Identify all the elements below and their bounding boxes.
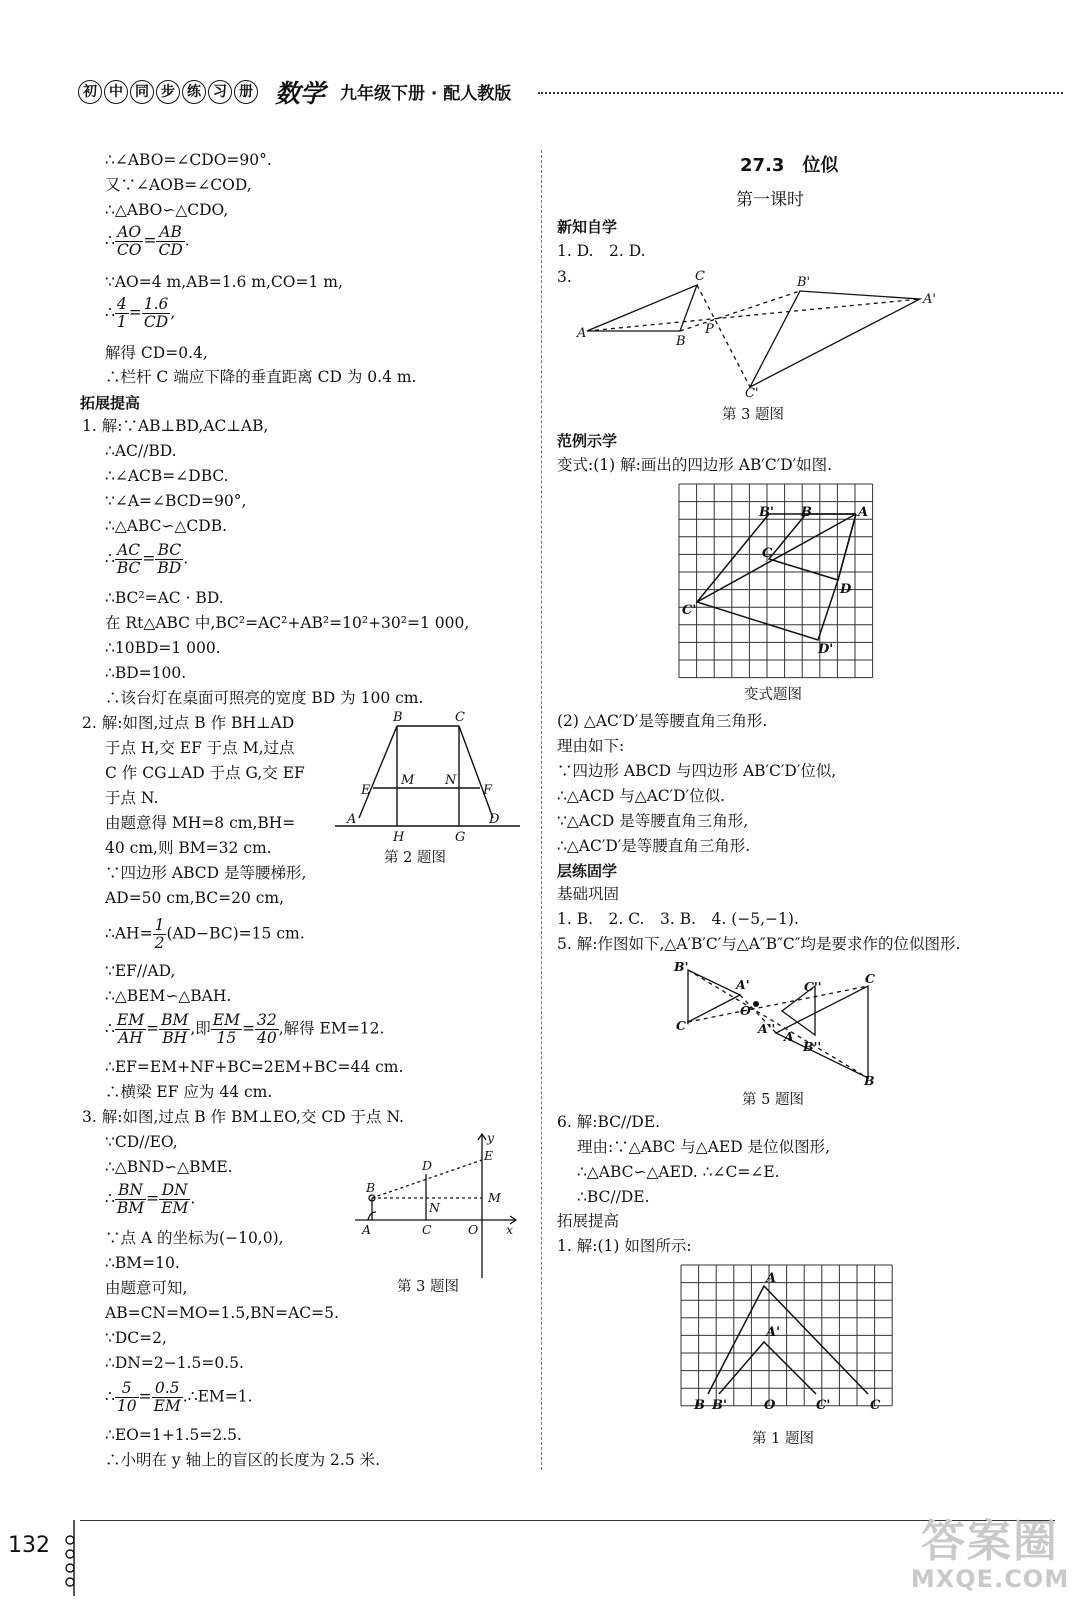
column-divider	[541, 150, 542, 1470]
text-line: ∵DC=2,	[105, 1329, 167, 1347]
text-line: 由题意可知,	[105, 1279, 188, 1297]
point-label: A	[784, 1029, 794, 1044]
figure-caption: 第 3 题图	[722, 407, 784, 423]
fraction-equation	[105, 224, 190, 259]
fraction	[152, 1380, 183, 1415]
denominator: CO	[116, 241, 142, 259]
eq-suffix: .	[184, 231, 190, 250]
text-line: ∴BC//DE.	[577, 1188, 650, 1206]
denominator: 15	[216, 1029, 237, 1047]
fraction	[155, 542, 183, 577]
text-line: AD=50 cm,BC=20 cm,	[105, 889, 285, 907]
equals: =	[138, 1387, 152, 1406]
point-label: C''	[804, 979, 822, 994]
figure-caption: 第 1 题图	[752, 1431, 814, 1447]
equals: =	[142, 549, 156, 568]
point-label: N	[429, 1200, 440, 1215]
fraction	[159, 1182, 190, 1217]
point-label: B	[676, 334, 686, 349]
text-line: 1. D. 2. D.	[557, 242, 646, 260]
fraction	[142, 296, 171, 331]
eq-suffix: ,解得 EM=12.	[278, 1019, 385, 1038]
text-line: ∴∠ABO=∠CDO=90°.	[105, 151, 272, 169]
series-char: 步	[156, 80, 180, 104]
equals: =	[146, 1189, 160, 1208]
numerator: BN	[115, 1182, 146, 1200]
text-line: 变式:(1) 解:画出的四边形 AB′C′D′如图.	[557, 456, 833, 474]
series-char: 同	[130, 80, 154, 104]
series-char: 习	[208, 80, 232, 104]
text-line: 于点 H,交 EF 于点 M,过点	[105, 739, 295, 757]
text-line: 1. 解:∵AB⊥BD,AC⊥AB,	[82, 417, 269, 435]
text-line: 5. 解:作图如下,△A′B′C′与△A″B″C″均是要求作的位似图形.	[557, 935, 961, 953]
text-line: ∴BD=100.	[105, 664, 187, 682]
figure-3-coordinate	[350, 1130, 525, 1280]
page-number: 132	[8, 1533, 50, 1558]
point-label: A'	[923, 292, 936, 307]
text-line: 理由:∵△ABC 与△AED 是位似图形,	[577, 1138, 831, 1156]
point-label: P	[705, 322, 714, 337]
point-label: A'	[736, 977, 750, 992]
text-line: ∵△ACD 是等腰直角三角形,	[557, 812, 749, 830]
point-label: A	[362, 1222, 372, 1237]
fraction-equation	[105, 1380, 253, 1415]
figure-caption: 第 5 题图	[742, 1092, 804, 1108]
denominator: 40	[256, 1029, 277, 1047]
point-label: D	[840, 582, 852, 597]
point-label: H	[393, 830, 405, 843]
fraction-equation	[105, 917, 305, 952]
text-line: ∵四边形 ABCD 是等腰梯形,	[105, 864, 307, 882]
numerator: 4	[116, 295, 127, 313]
text-line: ∵AO=4 m,AB=1.6 m,CO=1 m,	[105, 273, 343, 291]
point-label: B'	[797, 275, 811, 290]
numerator: 1	[154, 916, 165, 934]
text-line: ∴△ABC∽△CDB.	[105, 517, 228, 535]
equals: =	[241, 1019, 255, 1038]
text-line: ∵∠A=∠BCD=90°,	[105, 492, 247, 510]
header-dotted-rule	[538, 92, 1063, 94]
point-label: C'	[682, 603, 697, 618]
series-char: 册	[234, 80, 258, 104]
denominator: BD	[157, 559, 182, 577]
figure-2-trapezoid	[335, 708, 530, 843]
text-line: ∴△BND∽△BME.	[105, 1158, 233, 1176]
fraction	[159, 1012, 190, 1047]
denominator: BM	[116, 1199, 145, 1217]
eq-prefix: ∴	[105, 549, 115, 568]
section-heading: 层练固学	[557, 862, 618, 880]
page-header	[68, 76, 1068, 108]
point-label: A''	[758, 1021, 776, 1036]
eq-prefix: ∴	[105, 1387, 115, 1406]
point-label: B	[366, 1180, 376, 1195]
eq-prefix: ∴	[105, 303, 115, 322]
series-char: 中	[104, 80, 128, 104]
section-heading: 拓展提高	[80, 394, 141, 412]
text-line: ∴△ACD 与△AC′D′位似.	[557, 787, 726, 805]
numerator: EM	[212, 1011, 240, 1029]
figure-caption: 第 2 题图	[384, 850, 446, 866]
point-label: C	[455, 710, 465, 725]
denominator: EM	[161, 1199, 189, 1217]
eq-middle: ,即	[190, 1019, 211, 1038]
numerator: DN	[159, 1182, 190, 1200]
point-label: A'	[766, 1325, 781, 1340]
series-char: 初	[78, 80, 102, 104]
axis-label: x	[506, 1222, 514, 1237]
point-label: D	[489, 812, 500, 827]
figure-variant-grid	[675, 480, 880, 680]
eq-prefix: ∴	[105, 1189, 115, 1208]
fraction-equation	[105, 1182, 195, 1217]
point-label: F	[483, 783, 493, 798]
section-title: 27.3 位似	[740, 155, 839, 176]
eq-prefix: ∴AH=	[105, 924, 153, 943]
text-line: ∴△ABO∽△CDO,	[105, 201, 229, 219]
text-line: 1. 解:(1) 如图所示:	[557, 1237, 692, 1255]
text-line: 解得 CD=0.4,	[105, 344, 208, 362]
text-line: ∴EO=1+1.5=2.5.	[105, 1426, 242, 1444]
text-line: ∵四边形 ABCD 与四边形 AB′C′D′位似,	[557, 762, 837, 780]
fraction	[115, 542, 143, 577]
equals: =	[143, 231, 157, 250]
figure-1-grid	[678, 1262, 898, 1422]
fraction	[115, 296, 129, 331]
point-label: B'	[712, 1398, 727, 1413]
eq-suffix: (AD−BC)=15 cm.	[166, 924, 305, 943]
numerator: AB	[156, 224, 184, 242]
fraction	[115, 224, 144, 259]
point-label: A	[858, 505, 869, 520]
text-line: 由题意得 MH=8 cm,BH=	[105, 814, 296, 832]
numerator: 32	[256, 1011, 277, 1029]
numerator: EM	[116, 1011, 145, 1029]
text-line: 于点 N.	[105, 789, 159, 807]
text-line: C 作 CG⊥AD 于点 G,交 EF	[105, 764, 305, 782]
text-line: ∴△ABC∽△AED. ∴∠C=∠E.	[577, 1163, 780, 1181]
figure-caption: 第 3 题图	[397, 1279, 459, 1295]
fraction-equation	[105, 542, 188, 577]
denominator: BH	[162, 1029, 188, 1047]
denominator: CD	[158, 241, 183, 259]
text-line: 1. B. 2. C. 3. B. 4. (−5,−1).	[557, 910, 799, 928]
denominator: 1	[116, 313, 127, 331]
text-line: ∴10BD=1 000.	[105, 639, 221, 657]
text-line: ∴AC//BD.	[105, 442, 177, 460]
point-label: G	[455, 830, 466, 843]
denominator: 2	[154, 934, 165, 952]
eq-prefix: ∴	[105, 1019, 115, 1038]
text-line: ∴△BEM∽△BAH.	[105, 987, 232, 1005]
subject-title: 数学	[275, 79, 326, 108]
watermark-url: MXQE.COM	[910, 1565, 1070, 1593]
text-line: 40 cm,则 BM=32 cm.	[105, 839, 272, 857]
point-label: C	[695, 269, 705, 284]
point-label: C'	[676, 1018, 690, 1033]
section-heading: 范例示学	[557, 432, 618, 450]
point-label: B	[694, 1398, 705, 1413]
denominator: 10	[116, 1397, 137, 1415]
point-label: D	[422, 1158, 433, 1173]
text-line: ∴∠ACB=∠DBC.	[105, 467, 229, 485]
fraction-equation	[105, 1012, 384, 1047]
point-label: B'	[674, 959, 689, 974]
point-label: C	[762, 546, 773, 561]
numerator: 1.6	[143, 295, 169, 313]
series-char: 练	[182, 80, 206, 104]
text-line: ∴BM=10.	[105, 1254, 180, 1272]
eq-suffix: .∴EM=1.	[182, 1387, 253, 1406]
fraction	[115, 1182, 146, 1217]
point-label: O	[740, 1003, 751, 1018]
text-line: ∴EF=EM+NF+BC=2EM+BC=44 cm.	[105, 1058, 404, 1076]
fraction	[153, 917, 167, 952]
text-line: 理由如下:	[557, 737, 625, 755]
text-line: 又∵∠AOB=∠COD,	[105, 176, 252, 194]
text-line: ∴横梁 EF 应为 44 cm.	[105, 1083, 273, 1101]
lesson-title: 第一课时	[736, 190, 804, 210]
axis-label: y	[487, 1130, 495, 1145]
text-line: 3.	[557, 268, 572, 286]
denominator: CD	[143, 313, 169, 331]
text-line: ∴该台灯在桌面可照亮的宽度 BD 为 100 cm.	[105, 689, 424, 707]
point-label: C'	[745, 386, 759, 400]
numerator: 5	[115, 1380, 139, 1398]
text-line: ∴DN=2−1.5=0.5.	[105, 1354, 244, 1372]
text-line: ∴△AC′D′是等腰直角三角形.	[557, 837, 751, 855]
point-label: C'	[816, 1398, 831, 1413]
fraction	[211, 1012, 242, 1047]
figure-q3-homothety	[575, 265, 955, 400]
fraction	[115, 1012, 146, 1047]
text-line: ∵点 A 的坐标为(−10,0),	[105, 1229, 284, 1247]
fraction	[255, 1012, 279, 1047]
text-line: (2) △AC′D′是等腰直角三角形.	[557, 712, 768, 730]
eq-suffix: .	[190, 1189, 196, 1208]
point-label: B''	[803, 1039, 822, 1054]
eq-prefix: ∴	[105, 231, 115, 250]
text-line: ∵CD//EO,	[105, 1133, 178, 1151]
point-label: E	[484, 1148, 494, 1163]
text-line: AB=CN=MO=1.5,BN=AC=5.	[105, 1304, 339, 1322]
point-label: E	[361, 783, 371, 798]
section-heading: 新知自学	[557, 218, 618, 236]
series-title	[78, 80, 258, 104]
text-line: 在 Rt△ABC 中,BC²=AC²+AB²=10²+30²=1 000,	[105, 614, 470, 632]
point-label: B	[393, 710, 403, 725]
fraction	[156, 224, 184, 259]
denominator: AH	[118, 1029, 143, 1047]
numerator: BM	[161, 1011, 189, 1029]
fraction	[115, 1380, 139, 1415]
fraction-equation	[105, 296, 175, 331]
text-line: ∴小明在 y 轴上的盲区的长度为 2.5 米.	[105, 1451, 381, 1469]
point-label: B	[864, 1073, 875, 1088]
grade-edition: 九年级下册 · 配人教版	[340, 84, 512, 104]
subsection-heading: 基础巩固	[557, 885, 620, 903]
numerator: BC	[155, 542, 183, 560]
point-label: M	[401, 773, 415, 788]
point-label: O	[468, 1222, 479, 1237]
numerator: AC	[115, 542, 143, 560]
equals: =	[128, 303, 142, 322]
text-line: ∴栏杆 C 端应下降的垂直距离 CD 为 0.4 m.	[105, 368, 417, 386]
watermark-logo-text: 答案圈	[921, 1516, 1059, 1567]
figure-5-homothety	[670, 955, 890, 1090]
watermark	[900, 1505, 1080, 1593]
text-line: 3. 解:如图,过点 B 作 BM⊥EO,交 CD 于点 N.	[82, 1108, 404, 1126]
point-label: A	[577, 326, 587, 341]
point-label: A	[766, 1271, 777, 1286]
point-label: A	[347, 812, 357, 827]
eq-suffix: ,	[170, 303, 176, 322]
point-label: C	[870, 1398, 881, 1413]
numerator: AO	[115, 224, 144, 242]
numerator: 0.5	[152, 1380, 183, 1398]
text-line: 2. 解:如图,过点 B 作 BH⊥AD	[82, 714, 295, 732]
figure-caption: 变式题图	[744, 687, 802, 703]
text-line: 6. 解:BC//DE.	[557, 1113, 661, 1131]
denominator: BC	[116, 559, 141, 577]
denominator: EM	[153, 1397, 181, 1415]
spiral-binding-icon	[62, 1518, 86, 1598]
point-label: N	[445, 773, 457, 788]
text-line: ∵EF//AD,	[105, 962, 176, 980]
subsection-heading: 拓展提高	[557, 1212, 620, 1230]
point-label: O	[764, 1398, 776, 1413]
point-label: D'	[818, 642, 834, 657]
point-label: M	[488, 1190, 501, 1205]
point-label: C	[865, 971, 875, 986]
point-label: C	[422, 1222, 432, 1237]
eq-suffix: .	[183, 549, 189, 568]
equals: =	[146, 1019, 160, 1038]
text-line: ∴BC²=AC · BD.	[105, 589, 224, 607]
point-label: B	[801, 505, 812, 520]
point-label: B'	[759, 505, 774, 520]
